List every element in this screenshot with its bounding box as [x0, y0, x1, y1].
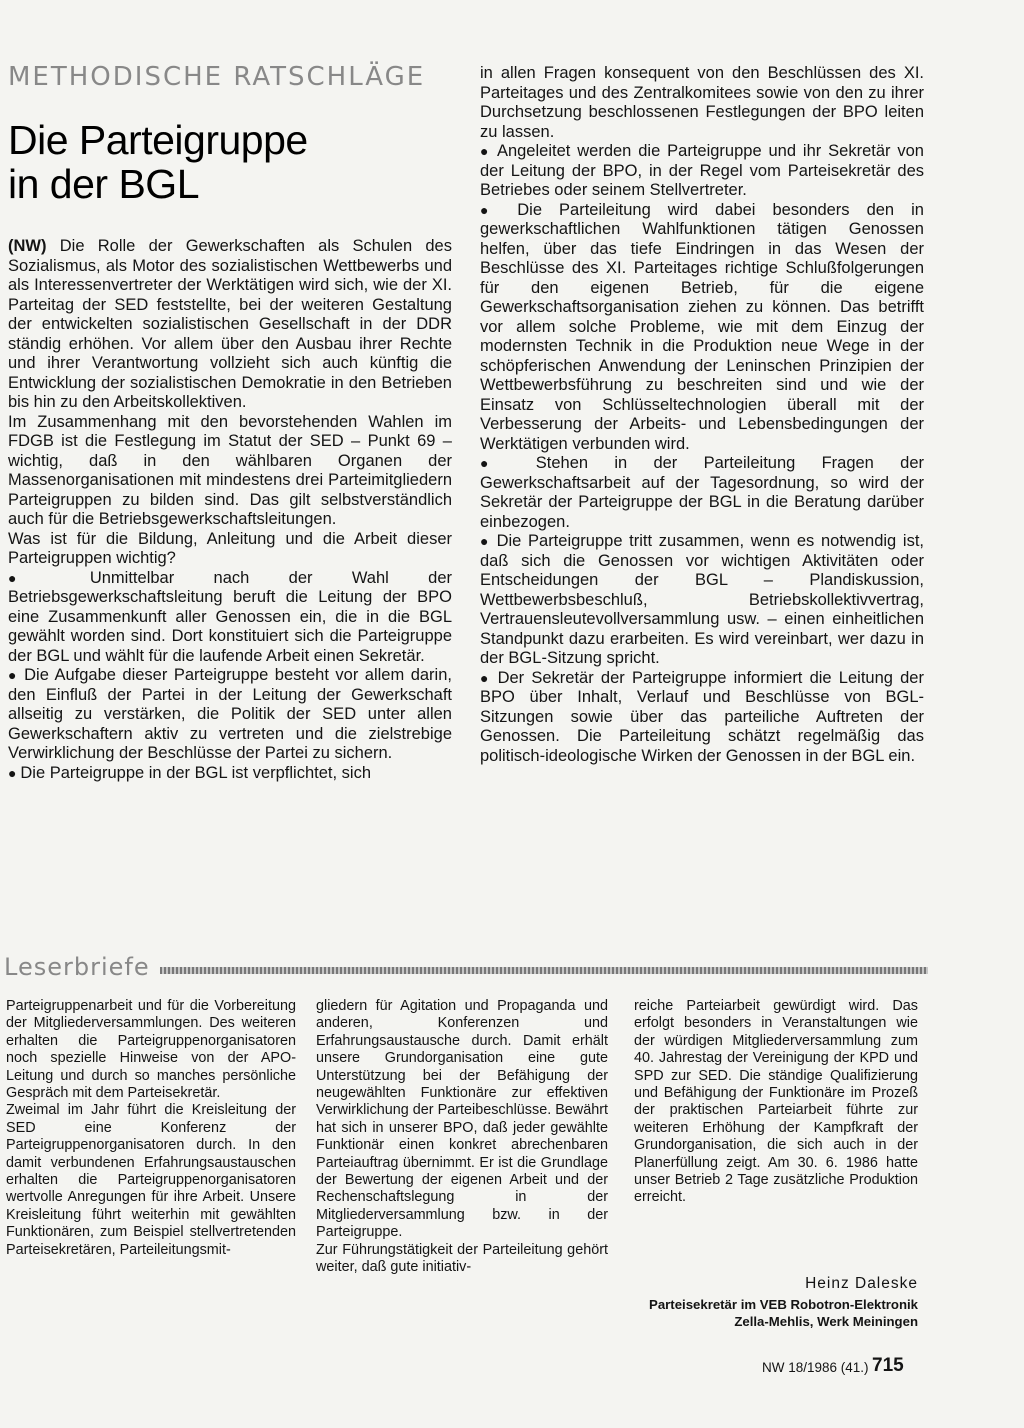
bullet-item: ● Die Parteigruppe in der BGL ist verpflichtet, sich — [8, 764, 452, 784]
headline-line-2: in der BGL — [8, 161, 199, 207]
bullet-item: ● Unmittelbar nach der Wahl der Betriebsgewerkschaftsleitung beruft die Leitung der BPO eine Zusammenkunft aller Genossen ein, die in die BGL gewählt worden sind. Dort konstituiert sich die Parteigruppe der BGL und wählt für die laufende Arbeit einen Sekretär. — [8, 569, 452, 667]
article-intro — [8, 237, 452, 413]
article-column-right — [480, 64, 924, 766]
article-headline — [8, 118, 428, 206]
letter-paragraph: gliedern für Agitation und Propaganda und anderen, Konferenzen und Erfahrungsaustausche durch. Damit erhält unsere Grundorganisation eine gute Unterstützung bei der Befähigung der neugewählten Funktionäre zur effektiven Verwirklichung der Parteibeschlüsse. Bewährt hat sich in unserer BPO, daß jeder gewählte Funktionär einen konkret abrechenbaren Parteiauftrag übernimmt. Er ist die Grundlage der Bewertung der eigenen Arbeit und der Rechenschaftslegung in der Mitgliederversammlung bzw. in der Parteigruppe. — [316, 998, 608, 1241]
section-kicker: METHODISCHE RATSCHLÄGE — [8, 62, 426, 92]
article-paragraph: Im Zusammenhang mit den bevorstehenden Wahlen im FDGB ist die Festlegung im Statut der SED – Punkt 69 – wichtig, daß in den wählbaren Organen der Massenorganisationen mit mindestens drei Parteimitgliedern Parteigruppen zu bilden sind. Das gilt selbstverständlich auch für die Betriebsgewerkschaftsleitungen. — [8, 412, 452, 528]
letter-author: Heinz Daleske — [805, 1275, 918, 1292]
letter-column-3 — [634, 998, 918, 1207]
bullet-item: ● Die Parteileitung wird dabei besonders den in gewerkschaftlichen Wahlfunktionen tätigen Genossen helfen, über das tiefe Eindringen in das Wesen der Beschlüsse des XI. Parteitages richtige Schlußfolgerungen für den eigenen Betrieb, für die eigene Gewerkschaftsorganisation ziehen zu können. Das betrifft vor allem solche Probleme, wie mit dem Einzug der modernsten Technik in die Produktion neue Wege in der schöpferischen Anwendung der Leninschen Prinzipien der Wettbewerbsführung zu beschreiten sind und wie der Einsatz von Schlüsseltechnologien überall mit der Verbesserung der Arbeits- und Lebensbedingungen der Werktätigen verbunden wird. — [480, 201, 924, 455]
letter-column-2 — [316, 998, 608, 1277]
page-number: 715 — [872, 1355, 904, 1376]
article-continuation: in allen Fragen konsequent von den Beschlüssen des XI. Parteitages und des Zentralkomitees sowie von den zu ihrer Durchsetzung beschlossenen Festlegungen der BPO leiten zu lassen. — [480, 64, 924, 141]
letter-column-1 — [6, 998, 296, 1259]
bullet-item: ● Der Sekretär der Parteigruppe informiert die Leitung der BPO über Inhalt, Verlauf und Beschlüsse von BGL-Sitzungen sowie über das parteiliche Auftreten der Genossen. Die Parteileitung schätzt regelmäßig das politisch-ideologische Wirken der Genossen in der BGL ein. — [480, 669, 924, 767]
article-question: Was ist für die Bildung, Anleitung und die Arbeit dieser Parteigruppen wichtig? — [8, 529, 452, 567]
bullet-item: ● Die Parteigruppe tritt zusammen, wenn es notwendig ist, daß sich die Genossen vor wichtigen Aktivitäten oder Entscheidungen der BGL – Plandiskussion, Wettbewerbsbeschluß, Betriebskollektivvertrag, Vertrauensleutevollversammlung usw. – einen einheitlichen Standpunkt dazu erarbeiten. Es wird vereinbart, wer dazu in der BGL-Sitzung spricht. — [480, 532, 924, 669]
author-role-line-2: Zella-Mehlis, Werk Meiningen — [734, 1314, 918, 1329]
headline-line-1: Die Parteigruppe — [8, 117, 308, 163]
issue-info: NW 18/1986 (41.) — [762, 1360, 869, 1375]
bullet-item: ● Die Aufgabe dieser Parteigruppe besteht vor allem darin, den Einfluß der Partei in der Leitung der Gewerkschaft allseitig zu verstärken, die Politik der SED unter allen Gewerkschaftern aktiv zu vertreten und die zielstrebige Verwirklichung der Beschlüsse der Partei zu sichern. — [8, 666, 452, 764]
letter-paragraph: Zur Führungstätigkeit der Parteileitung gehört weiter, daß gute initiativ- — [316, 1241, 608, 1276]
article-column-left — [8, 237, 452, 783]
letter-paragraph: Parteigruppenarbeit und für die Vorbereitung der Mitgliederversammlungen. Des weiteren erhalten die Parteigruppenorganisatoren noch spezielle Hinweise von der APO-Leitung und durch so manches persönliche Gespräch mit dem Parteisekretär. — [6, 998, 296, 1102]
author-role-line-1: Parteisekretär im VEB Robotron-Elektronik — [649, 1297, 918, 1312]
letter-paragraph: Zweimal im Jahr führt die Kreisleitung der SED eine Konferenz der Parteigruppenorganisatoren durch. In den damit verbundenen Erfahrungsaustauschen erhalten die Parteigruppenorganisatoren wertvolle Anregungen für ihre Arbeit. Unsere Kreisleitung führt weiterhin mit gewählten Funktionären, zum Beispiel stellvertretenden Parteisekretären, Parteileitungsmit- — [6, 1102, 296, 1258]
letters-heading: Leserbriefe — [4, 953, 150, 981]
author-role — [620, 1296, 918, 1330]
bullet-item: ● Stehen in der Parteileitung Fragen der Gewerkschaftsarbeit auf der Tagesordnung, so wird der Sekretär der Parteigruppe der BGL in die Beratung darüber einbezogen. — [480, 454, 924, 532]
intro-text: Die Rolle der Gewerkschaften als Schulen des Sozialismus, als Motor des sozialistischen Wettbewerbs und als Interessenvertreter der Werktätigen wird sich, wie der XI. Parteitag der SED feststellte, bei der weiteren Gestaltung der entwickelten sozialistischen Gesellschaft in der DDR ständig erhöhen. Vor allem über den Ausbau ihrer Rechte und ihrer Verantwortung vollzieht sich auch künftig die Entwicklung der sozialistischen Demokratie in den Betrieben bis hin zu den Arbeitskollektiven. — [8, 237, 452, 411]
source-tag: (NW) — [8, 237, 47, 255]
letter-paragraph: reiche Parteiarbeit gewürdigt wird. Das erfolgt besonders in Veranstaltungen wie der würdigen Mitgliederversammlung zum 40. Jahrestag der Vereinigung der KPD und SPD zur SED. Die ständige Qualifizierung und Befähigung der Funktionäre im Prozeß der praktischen Parteiarbeit führte zur weiteren Erhöhung der Kampfkraft der Grundorganisation, die sich auch in der Planerfüllung zeigt. Am 30. 6. 1986 hatte unser Betrieb 2 Tage zusätzliche Produktion erreicht. — [634, 998, 918, 1206]
letters-section-header — [0, 953, 930, 983]
section-divider — [160, 967, 928, 974]
bullet-item: ● Angeleitet werden die Parteigruppe und ihr Sekretär von der Leitung der BPO, in der Regel vom Parteisekretär des Betriebes oder seinem Stellvertreter. — [480, 142, 924, 201]
